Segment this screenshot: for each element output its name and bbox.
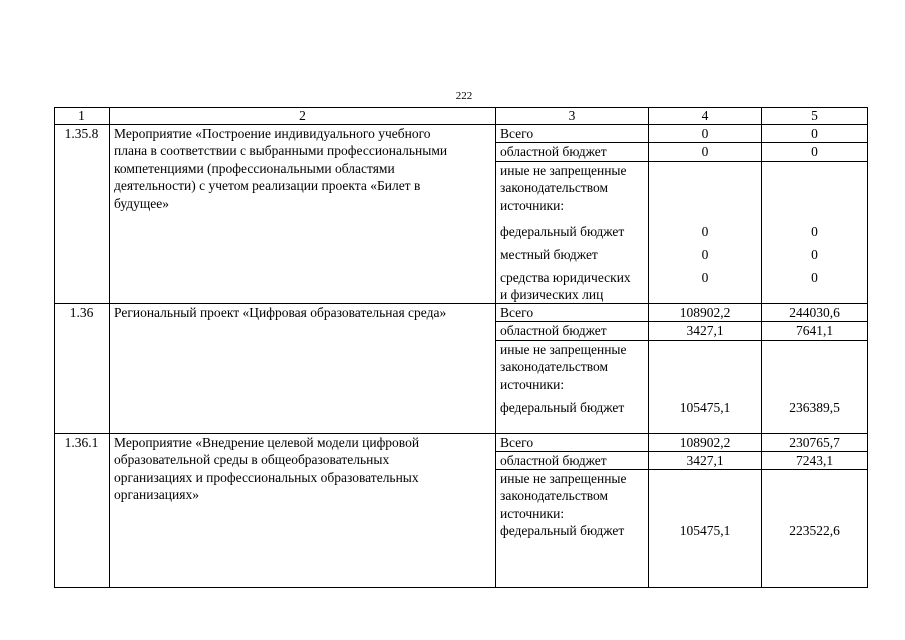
value-col-4: 0 <box>701 126 709 141</box>
value-col-5: 223522,6 <box>789 523 840 538</box>
row-number: 1.36 <box>69 305 94 320</box>
source-label-other: иные не запрещенные <box>500 471 627 486</box>
value-col-5: 0 <box>811 270 818 285</box>
value-col-5: 230765,7 <box>789 435 840 450</box>
row-number: 1.35.8 <box>64 126 99 141</box>
source-label-legal-entities: и физических лиц <box>500 287 604 302</box>
row-description-line: организациях и профессиональных образовательных <box>114 470 419 485</box>
source-label-regional: областной бюджет <box>500 453 607 468</box>
value-col-5: 7243,1 <box>795 453 834 468</box>
value-col-4: 3427,1 <box>686 453 724 468</box>
table-border-bottom <box>54 587 868 588</box>
value-col-4: 105475,1 <box>679 523 731 538</box>
value-col-4: 0 <box>701 270 709 285</box>
value-col-5: 7641,1 <box>795 323 834 338</box>
header-col-5: 5 <box>811 108 818 123</box>
source-label-other: законодательством <box>500 180 609 195</box>
row-description-line: Мероприятие «Построение индивидуального учебного <box>114 126 431 141</box>
header-col-4: 4 <box>701 108 709 123</box>
value-col-5: 244030,6 <box>789 305 840 320</box>
row-description-line: Мероприятие «Внедрение целевой модели цифровой <box>114 435 420 450</box>
value-col-4: 108902,2 <box>679 435 731 450</box>
source-label-regional: областной бюджет <box>500 323 607 338</box>
source-label-other: иные не запрещенные <box>500 163 627 178</box>
table-border-right <box>867 107 868 588</box>
source-label-other: источники: <box>500 198 565 213</box>
header-col-3: 3 <box>568 108 576 123</box>
source-label-other: источники: <box>500 506 565 521</box>
row-description-line: деятельности) с учетом реализации проекта «Билет в <box>114 178 421 193</box>
table-border-left <box>54 107 55 588</box>
row-description-line: образовательной среды в общеобразовательных <box>114 452 390 467</box>
col-divider-2 <box>495 107 496 588</box>
value-col-5: 0 <box>811 224 818 239</box>
source-label-other: иные не запрещенные <box>500 342 627 357</box>
row-description-line: будущее» <box>114 196 170 211</box>
value-col-4: 0 <box>701 224 709 239</box>
value-col-5: 0 <box>811 247 818 262</box>
header-col-2: 2 <box>299 108 306 123</box>
value-col-5: 0 <box>811 126 818 141</box>
value-col-4: 105475,1 <box>679 400 731 415</box>
value-col-4: 108902,2 <box>679 305 731 320</box>
page-number: 222 <box>455 90 473 102</box>
value-col-5: 236389,5 <box>789 400 840 415</box>
source-label-local: местный бюджет <box>500 247 598 262</box>
source-label-total: Всего <box>500 305 534 320</box>
col-divider-3 <box>648 107 649 588</box>
source-label-legal-entities: средства юридических <box>500 270 631 285</box>
row-description-line: компетенциями (профессиональными областями <box>114 161 395 176</box>
source-label-other: законодательством <box>500 359 609 374</box>
col-divider-1 <box>109 107 110 588</box>
source-label-federal: федеральный бюджет <box>500 523 625 538</box>
header-col-1: 1 <box>78 108 85 123</box>
value-col-4: 0 <box>701 247 709 262</box>
col-divider-4 <box>761 107 762 588</box>
source-label-other: законодательством <box>500 488 609 503</box>
row-description-line: Региональный проект «Цифровая образовательная среда» <box>114 305 447 320</box>
value-col-4: 3427,1 <box>686 323 724 338</box>
source-label-total: Всего <box>500 126 534 141</box>
row-description-line: организациях» <box>114 487 199 502</box>
source-label-federal: федеральный бюджет <box>500 224 625 239</box>
source-label-other: источники: <box>500 377 565 392</box>
source-label-total: Всего <box>500 435 534 450</box>
source-label-regional: областной бюджет <box>500 144 607 159</box>
value-col-4: 0 <box>701 144 709 159</box>
budget-table <box>54 107 868 588</box>
row-number: 1.36.1 <box>64 435 99 450</box>
row-description-line: плана в соответствии с выбранными профессиональными <box>114 143 448 158</box>
value-col-5: 0 <box>811 144 818 159</box>
source-label-federal: федеральный бюджет <box>500 400 625 415</box>
